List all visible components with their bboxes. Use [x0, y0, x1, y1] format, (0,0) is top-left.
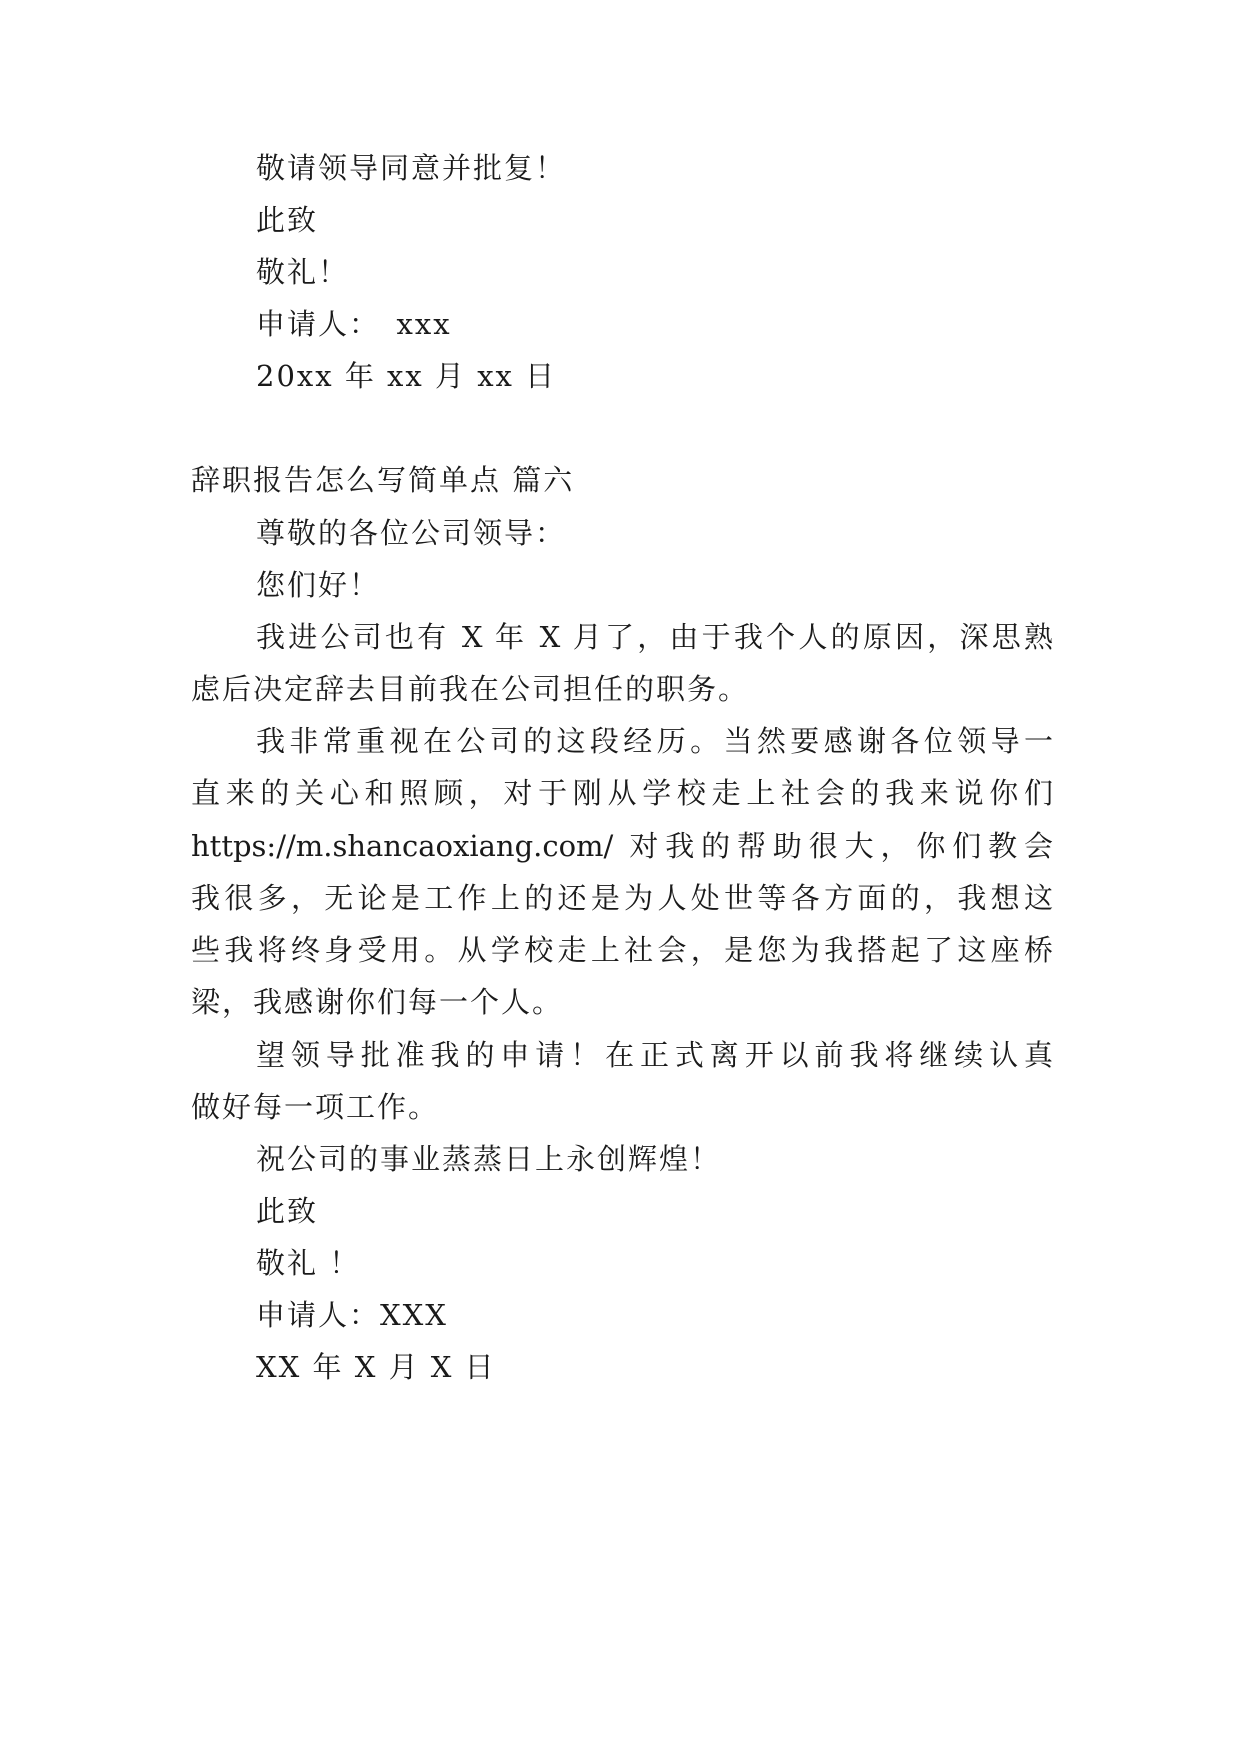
regards: 敬礼 ！: [256, 1246, 361, 1280]
regards: 敬礼！: [256, 255, 350, 289]
addressee: 尊敬的各位公司领导：: [256, 516, 567, 550]
paragraph-line: 直来的关心和照顾，对于刚从学校走上社会的我来说你们: [191, 776, 1053, 810]
paragraph-line: 望领导批准我的申请！在正式离开以前我将继续认真: [256, 1038, 1053, 1072]
paragraph-line: 梁，我感谢你们每一个人。: [191, 985, 564, 1019]
applicant-signature: 申请人： xxx: [256, 307, 452, 341]
paragraph-line: 做好每一项工作。: [191, 1090, 440, 1124]
date-line: XX 年 X 月 X 日: [256, 1350, 496, 1384]
paragraph-line: 我很多，无论是工作上的还是为人处世等各方面的，我想这: [191, 881, 1053, 915]
wish-line: 祝公司的事业蒸蒸日上永创辉煌！: [256, 1142, 722, 1176]
closing-request: 敬请领导同意并批复！: [256, 151, 567, 185]
salutation: 此致: [256, 203, 319, 237]
paragraph-line: 我非常重视在公司的这段经历。当然要感谢各位领导一: [256, 724, 1053, 758]
paragraph-line: 些我将终身受用。从学校走上社会，是您为我搭起了这座桥: [191, 933, 1053, 967]
paragraph-line: https://m.shancaoxiang.com/ 对我的帮助很大，你们教会: [191, 829, 1053, 863]
paragraph-line: 虑后决定辞去目前我在公司担任的职务。: [191, 672, 750, 706]
greeting: 您们好！: [256, 568, 381, 602]
applicant-signature: 申请人：XXX: [256, 1298, 448, 1332]
paragraph-line: 我进公司也有 X 年 X 月了，由于我个人的原因，深思熟: [256, 620, 1053, 654]
date-line: 20xx 年 xx 月 xx 日: [256, 359, 557, 393]
section-heading: 辞职报告怎么写简单点 篇六: [191, 463, 575, 497]
salutation: 此致: [256, 1194, 319, 1228]
